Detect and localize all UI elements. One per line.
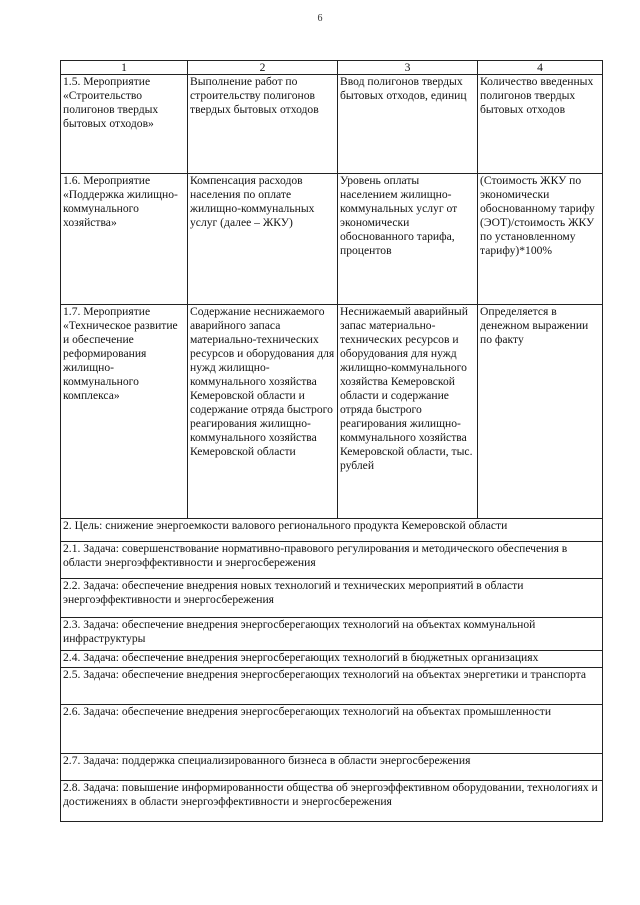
task-row (61, 618, 603, 651)
measure-description-cell: Компенсация расходов населения по оплате жилищно-коммунальных услуг (далее – ЖКУ) (188, 174, 338, 305)
goal-row (61, 519, 603, 542)
task-row (61, 705, 603, 754)
measure-name-cell: 1.5. Мероприятие «Строительство полигонов твердых бытовых отходов» (61, 75, 188, 174)
measure-name-cell: 1.6. Мероприятие «Поддержка жилищно-коммунального хозяйства» (61, 174, 188, 305)
task-text: 2.5. Задача: обеспечение внедрения энергосберегающих технологий на объектах энергетики и транспорта (61, 668, 603, 705)
column-number: 1 (61, 61, 188, 75)
task-text: 2.7. Задача: поддержка специализированного бизнеса в области энергосбережения (61, 754, 603, 781)
task-text: 2.8. Задача: повышение информированности общества об энергоэффективном оборудовании, технологиях и достижениях в области энергоэффективности и энергосбережения (61, 781, 603, 822)
column-number: 4 (478, 61, 603, 75)
task-row (61, 579, 603, 618)
task-text: 2.6. Задача: обеспечение внедрения энергосберегающих технологий на объектах промышленности (61, 705, 603, 754)
task-row (61, 754, 603, 781)
task-text: 2.2. Задача: обеспечение внедрения новых технологий и технических мероприятий в области энергоэффективности и энергосбережения (61, 579, 603, 618)
column-number: 2 (188, 61, 338, 75)
table-row (61, 75, 603, 174)
column-number: 3 (338, 61, 478, 75)
task-row (61, 542, 603, 579)
table-row (61, 174, 603, 305)
indicator-method-cell: Количество введенных полигонов твердых бытовых отходов (478, 75, 603, 174)
indicator-method-cell: (Стоимость ЖКУ по экономически обоснованному тарифу (ЭОТ)/стоимость ЖКУ по установленному тарифу)*100% (478, 174, 603, 305)
task-row (61, 781, 603, 822)
task-row (61, 668, 603, 705)
program-table (60, 60, 603, 822)
task-text: 2.4. Задача: обеспечение внедрения энергосберегающих технологий в бюджетных организациях (61, 651, 603, 668)
column-number-row (61, 61, 603, 75)
goal-text: 2. Цель: снижение энергоемкости валового регионального продукта Кемеровской области (61, 519, 603, 542)
task-text: 2.3. Задача: обеспечение внедрения энергосберегающих технологий на объектах коммунальной инфраструктуры (61, 618, 603, 651)
indicator-name-cell: Неснижаемый аварийный запас материально-технических ресурсов и оборудования для нужд жилищно-коммунального хозяйства Кемеровской области и содержание отряда быстрого реагирования жилищно-коммунального хозяйства Кемеровской области, тыс. рублей (338, 305, 478, 519)
measure-description-cell: Выполнение работ по строительству полигонов твердых бытовых отходов (188, 75, 338, 174)
indicator-name-cell: Ввод полигонов твердых бытовых отходов, единиц (338, 75, 478, 174)
task-row (61, 651, 603, 668)
measure-name-cell: 1.7. Мероприятие «Техническое развитие и обеспечение реформирования жилищно-коммунального комплекса» (61, 305, 188, 519)
task-text: 2.1. Задача: совершенствование нормативно-правового регулирования и методического обеспечения в области энергоэффективности и энергосбережения (61, 542, 603, 579)
table-row (61, 305, 603, 519)
measure-description-cell: Содержание неснижаемого аварийного запаса материально-технических ресурсов и оборудования для нужд жилищно-коммунального хозяйства Кемеровской области и содержание отряда быстрого реагирования жилищно-коммунального хозяйства Кемеровской области (188, 305, 338, 519)
indicator-method-cell: Определяется в денежном выражении по факту (478, 305, 603, 519)
page-number: 6 (317, 13, 323, 24)
indicator-name-cell: Уровень оплаты населением жилищно-коммунальных услуг от экономически обоснованного тарифа, процентов (338, 174, 478, 305)
